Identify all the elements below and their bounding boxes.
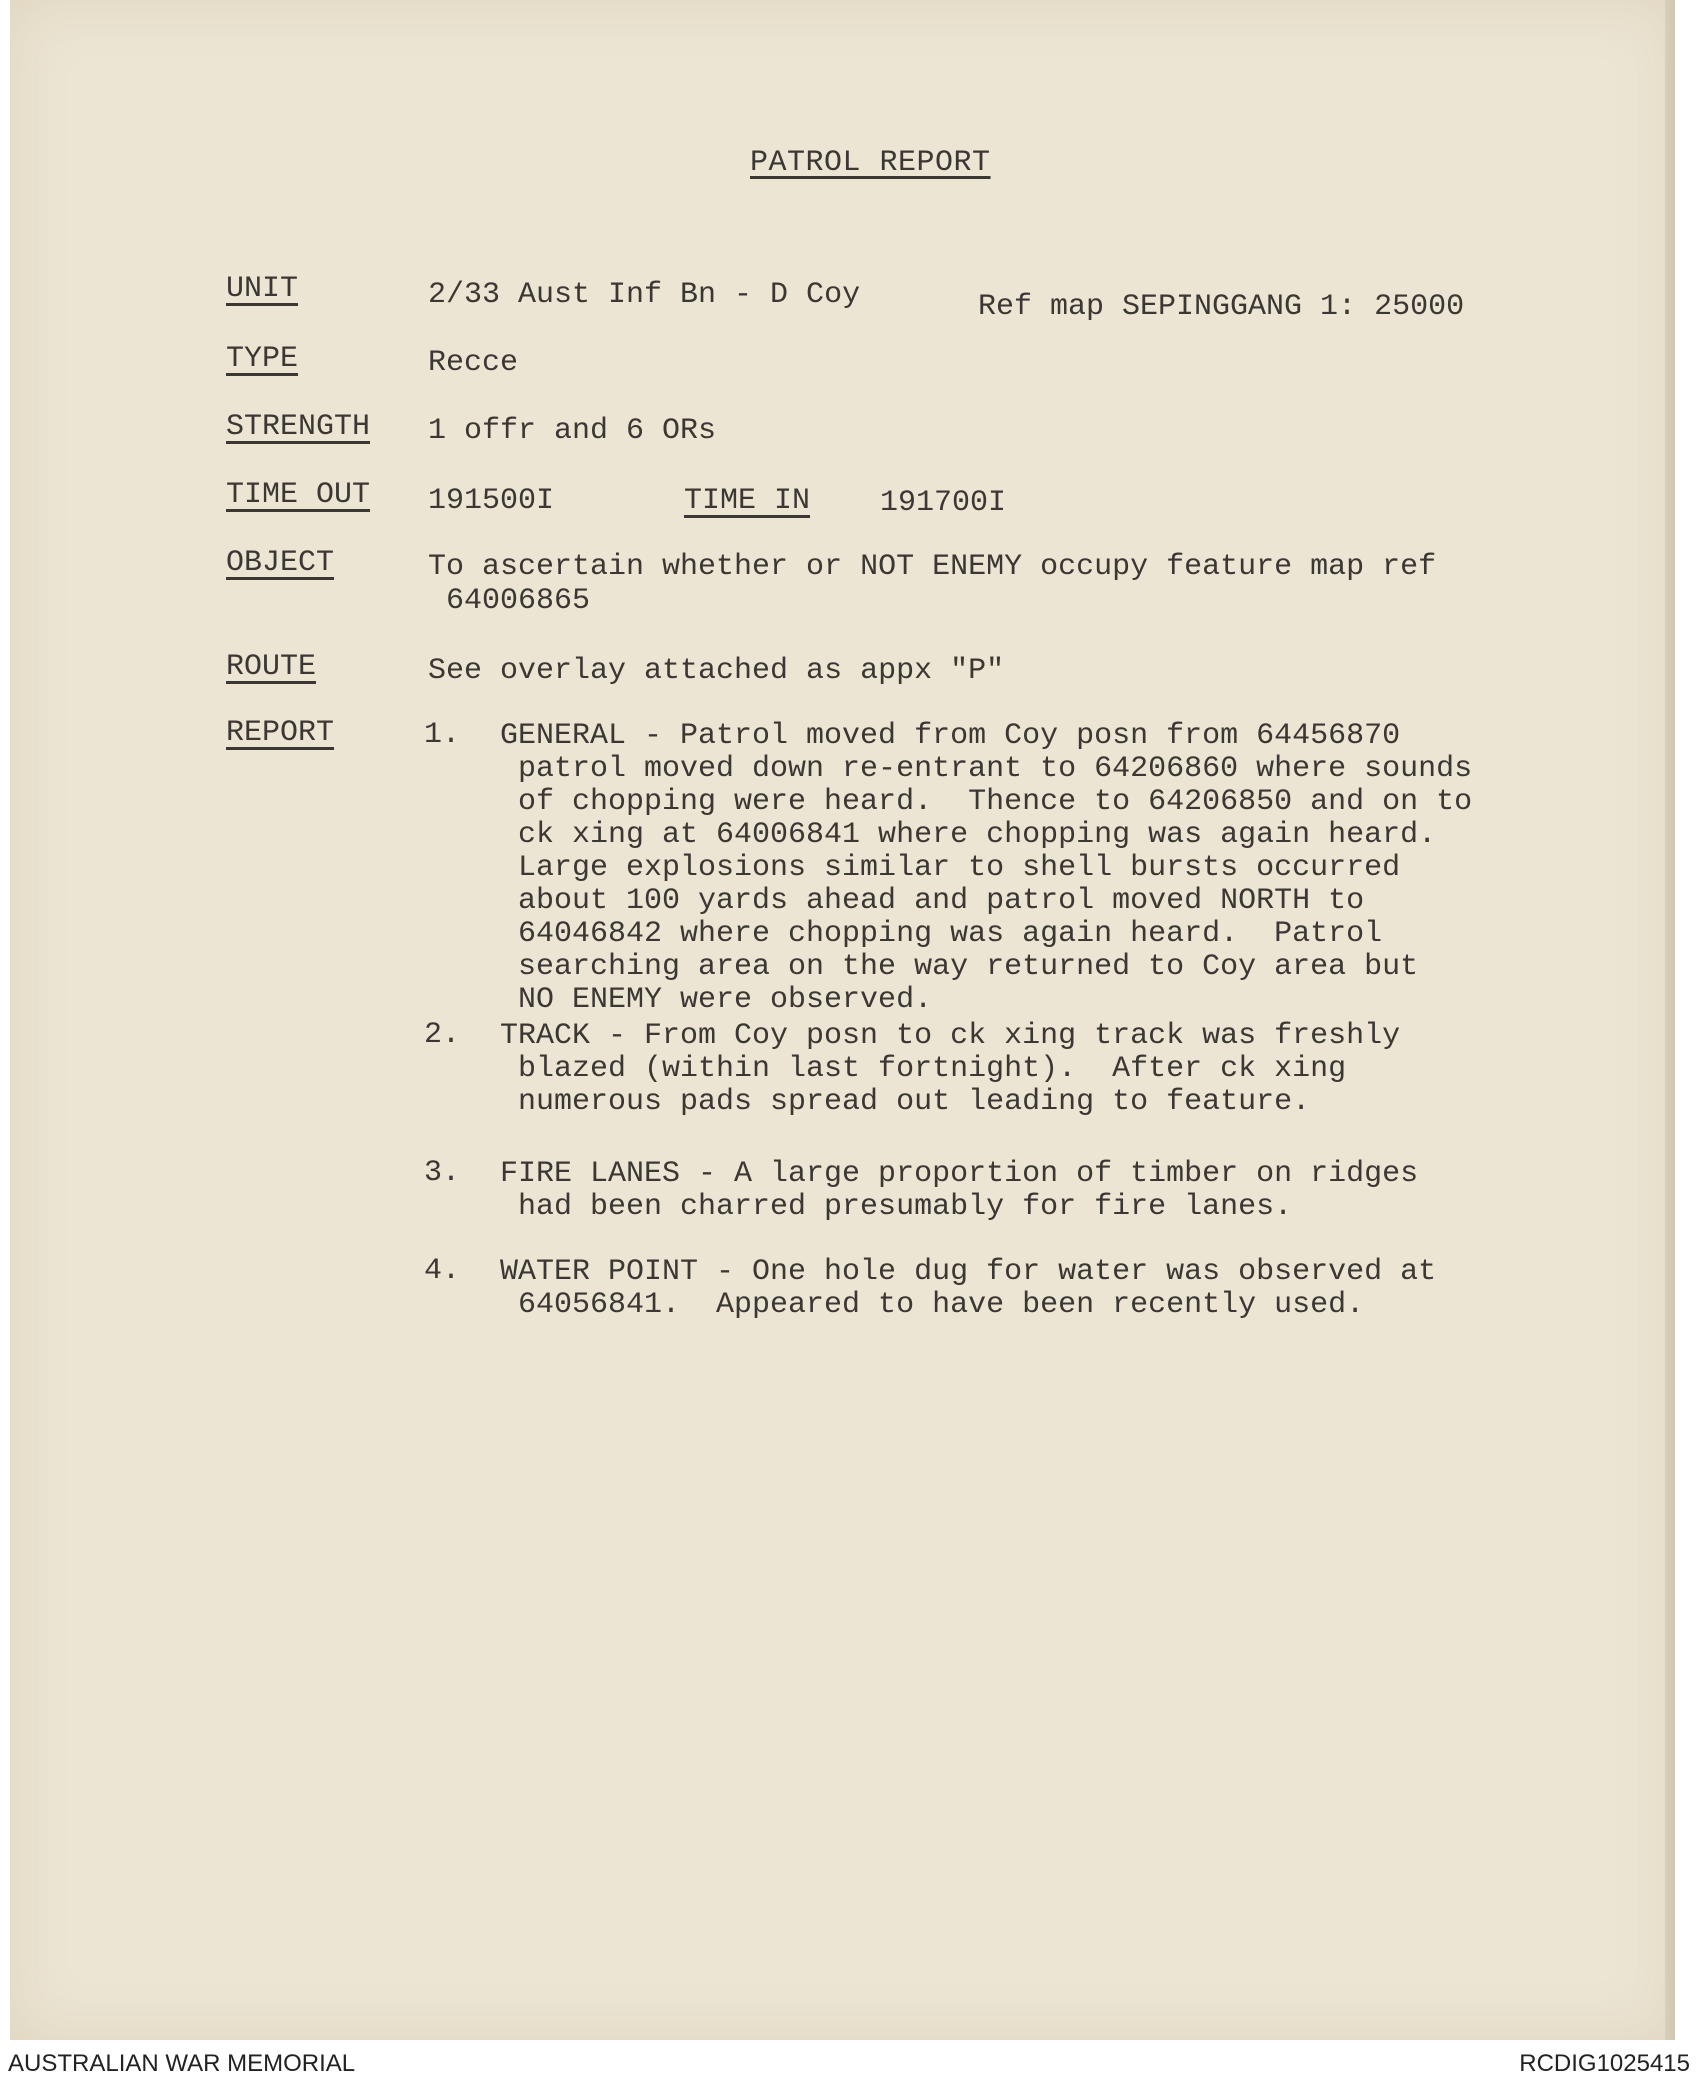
route-value: See overlay attached as appx "P" [428,654,1005,688]
strength-value: 1 offr and 6 ORs [428,414,717,448]
unit-value: 2/33 Aust Inf Bn - D Coy [428,278,861,312]
strength-label: STRENGTH [226,410,371,444]
time-in-label: TIME IN [684,484,811,518]
report-item-number: 1. [424,718,461,752]
unit-label: UNIT [226,272,299,306]
ref-map: Ref map SEPINGGANG 1: 25000 [978,290,1465,324]
report-item-fire-lanes: FIRE LANES - A large proportion of timber on ridges had been charred presumably for fire lanes. [500,1157,1419,1224]
type-value: Recce [428,346,519,380]
archive-footer-right: RCDIG1025415 [1519,2050,1690,2077]
page-title: PATROL REPORT [750,146,991,180]
report-item-water-point: WATER POINT - One hole dug for water was observed at 64056841. Appeared to have been recently used. [500,1255,1437,1322]
report-item-track: TRACK - From Coy posn to ck xing track was freshly blazed (within last fortnight). After ck xing numerous pads spread out leading to feature. [500,1019,1401,1119]
route-label: ROUTE [226,650,317,684]
time-in-value: 191700I [880,486,1007,520]
report-label: REPORT [226,716,335,750]
time-out-value: 191500I [428,484,555,518]
report-item-general: GENERAL - Patrol moved from Coy posn from 64456870 patrol moved down re-entrant to 64206860 where sounds of chopping were heard. Thence to 64206850 and on to ck xing at 64006841 where chopping was again heard. Large explosions similar to shell bursts occurred about 100 yards ahead and patrol moved NORTH to 64046842 where chopping was again heard. Patrol searching area on the way returned to Coy area but NO ENEMY were observed. [500,719,1473,1017]
document-page [10,0,1675,2040]
type-label: TYPE [226,342,299,376]
object-line1: To ascertain whether or NOT ENEMY occupy feature map ref [428,550,1437,584]
report-item-number: 3. [424,1156,461,1190]
object-line2: 64006865 [446,584,591,618]
report-item-number: 4. [424,1254,461,1288]
archive-footer-left: AUSTRALIAN WAR MEMORIAL [8,2050,356,2077]
object-label: OBJECT [226,546,335,580]
report-item-number: 2. [424,1018,461,1052]
time-out-label: TIME OUT [226,478,371,512]
